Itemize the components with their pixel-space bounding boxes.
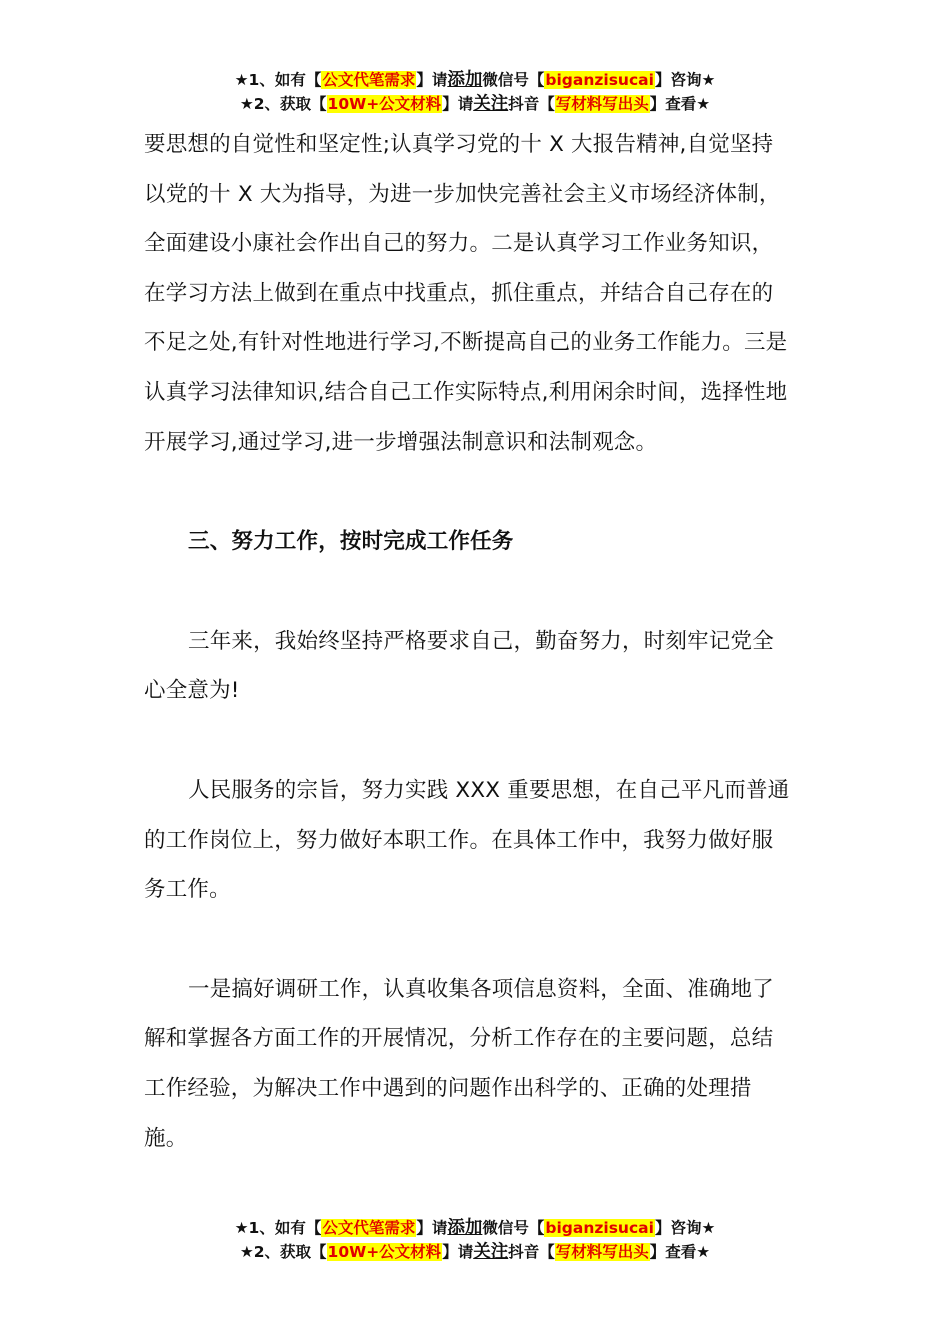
spacer — [144, 915, 808, 965]
text-line: 施。 — [144, 1125, 188, 1151]
text-line: 认真学习法律知识,结合自己工作实际特点,利用闲余时间，选择性地 — [144, 379, 788, 405]
banner-line-1 — [0, 1216, 950, 1240]
paragraph-research — [144, 965, 808, 1163]
highlight-douyin-account: 写材料写出头 — [555, 95, 649, 113]
banner-text: 微信号【 — [482, 1219, 545, 1237]
banner-text: 2、获取【 — [253, 95, 327, 113]
banner-line-2 — [0, 92, 950, 116]
banner-text: 1、如有【 — [248, 71, 322, 89]
banner-text: 微信号【 — [482, 71, 545, 89]
text-line: 心全意为! — [144, 678, 240, 704]
banner-text: 】查看 — [649, 1243, 697, 1261]
star-icon: ★ — [696, 95, 711, 113]
star-icon: ★ — [701, 1219, 716, 1237]
highlight-wechat-id: biganzisucai — [545, 1219, 654, 1237]
banner-text: 】查看 — [649, 95, 697, 113]
banner-text: 】咨询 — [654, 71, 702, 89]
section-heading: 三、努力工作，按时完成工作任务 — [188, 529, 514, 555]
footer-banner — [0, 1216, 950, 1264]
banner-text: 】请 — [416, 1219, 448, 1237]
emphasis-add: 添加 — [447, 1218, 483, 1238]
highlight-materials: 10W+公文材料 — [327, 95, 442, 113]
highlight-service: 公文代笔需求 — [322, 1219, 416, 1237]
banner-text: 】请 — [442, 95, 474, 113]
paragraph-study — [144, 120, 808, 467]
star-icon: ★ — [234, 1219, 249, 1237]
star-icon: ★ — [701, 71, 716, 89]
text-line: 不足之处,有针对性地进行学习,不断提高自己的业务工作能力。三是 — [144, 330, 788, 356]
spacer — [144, 567, 808, 617]
star-icon: ★ — [239, 1243, 254, 1261]
highlight-douyin-account: 写材料写出头 — [555, 1243, 649, 1261]
banner-text: 】咨询 — [654, 1219, 702, 1237]
highlight-service: 公文代笔需求 — [322, 71, 416, 89]
spacer — [144, 716, 808, 766]
text-line: 务工作。 — [144, 877, 231, 903]
banner-text: 】请 — [416, 71, 448, 89]
text-line: 要思想的自觉性和坚定性;认真学习党的十 X 大报告精神,自觉坚持 — [144, 132, 774, 157]
paragraph-service — [144, 766, 808, 915]
banner-text: 1、如有【 — [248, 1219, 322, 1237]
document-body — [144, 120, 808, 1163]
text-line: 三年来，我始终坚持严格要求自己，勤奋努力，时刻牢记党全 — [188, 628, 774, 654]
text-line: 开展学习,通过学习,进一步增强法制意识和法制观念。 — [144, 429, 658, 455]
star-icon: ★ — [234, 71, 249, 89]
star-icon: ★ — [696, 1243, 711, 1261]
highlight-wechat-id: biganzisucai — [545, 71, 654, 89]
text-line: 一是搞好调研工作，认真收集各项信息资料，全面、准确地了 — [188, 976, 774, 1002]
emphasis-follow: 关注 — [473, 1242, 509, 1262]
banner-text: 抖音【 — [508, 1243, 555, 1261]
banner-text: 】请 — [442, 1243, 474, 1261]
text-line: 人民服务的宗旨，努力实践 XXX 重要思想，在自己平凡而普通 — [188, 777, 790, 803]
banner-line-1 — [0, 68, 950, 92]
text-line: 的工作岗位上，努力做好本职工作。在具体工作中，我努力做好服 — [144, 827, 774, 853]
text-line: 工作经验，为解决工作中遇到的问题作出科学的、正确的处理措 — [144, 1075, 752, 1101]
star-icon: ★ — [239, 95, 254, 113]
header-banner — [0, 68, 950, 116]
paragraph-three-years — [144, 617, 808, 716]
emphasis-add: 添加 — [447, 70, 483, 90]
text-line: 以党的十 X 大为指导，为进一步加快完善社会主义市场经济体制， — [144, 181, 781, 207]
banner-line-2 — [0, 1240, 950, 1264]
banner-text: 2、获取【 — [253, 1243, 327, 1261]
spacer — [144, 467, 808, 517]
text-line: 解和掌握各方面工作的开展情况，分析工作存在的主要问题，总结 — [144, 1026, 774, 1052]
highlight-materials: 10W+公文材料 — [327, 1243, 442, 1261]
emphasis-follow: 关注 — [473, 94, 509, 114]
text-line: 在学习方法上做到在重点中找重点，抓住重点，并结合自己存在的 — [144, 280, 774, 306]
text-line: 全面建设小康社会作出自己的努力。二是认真学习工作业务知识， — [144, 231, 774, 257]
banner-text: 抖音【 — [508, 95, 555, 113]
